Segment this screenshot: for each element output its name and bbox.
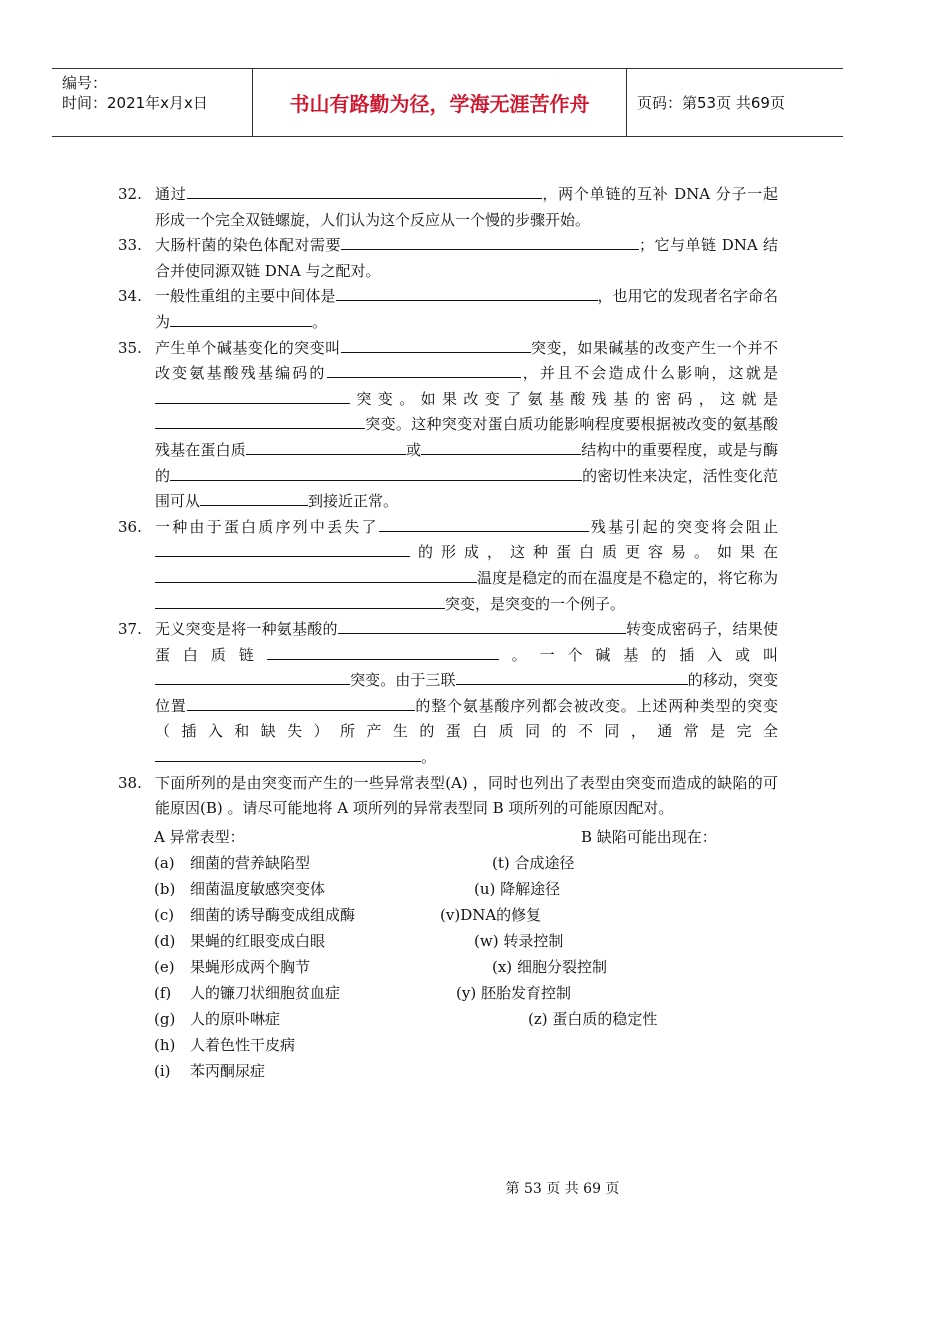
answer-blank[interactable] — [155, 669, 350, 685]
question-number: 37. — [118, 620, 142, 639]
answer-blank[interactable] — [155, 746, 421, 762]
question-38: 38. 下面所列的是由突变而产生的一些异常表型(A) ，同时也列出了表型由突变而造成的缺陷的可能原因(B) 。请尽可能地将 A 项所列的异常表型同 B 项所列的可能原因配对。 — [118, 771, 778, 822]
matching-row: (h) 人着色性干皮病 — [154, 1035, 296, 1054]
matching-row: (d) 果蝇的红眼变成白眼 (w) 转录控制 — [118, 928, 778, 954]
question-34: 34. 一般性重组的主要中间体是 ，也用它的发现者名字命名为 。 — [118, 284, 778, 335]
answer-blank[interactable] — [267, 644, 499, 660]
answer-blank[interactable] — [456, 669, 688, 685]
answer-blank[interactable] — [170, 465, 582, 481]
code-label: 编号： — [62, 74, 108, 92]
answer-blank[interactable] — [155, 567, 477, 583]
question-list — [118, 182, 778, 1084]
b-item: (t) 合成途径 — [492, 853, 575, 872]
answer-blank[interactable] — [155, 388, 350, 404]
matching-row: (c) 细菌的诱导酶变成组成酶 (v)DNA的修复 — [118, 902, 778, 928]
column-a-header: A 异常表型： — [154, 827, 245, 846]
header-page-info: 页码：第53页 共69页 — [637, 94, 785, 112]
question-36: 36. 一种由于蛋白质序列中丢失了 残基引起的突变将会阻止的形成，这种蛋白质更容易。如果在温度是稳定的而在温度是不稳定的，将它称为突变，是突变的一个例子。 — [118, 515, 778, 617]
question-number: 38. — [118, 773, 142, 792]
matching-table — [118, 824, 778, 1084]
answer-blank[interactable] — [341, 234, 639, 250]
page-header — [52, 68, 843, 137]
question-32: 32. 通过 ，两个单链的互补 DNA 分子一起形成一个完全双链螺旋，人们认为这个反应从一个慢的步骤开始。 — [118, 182, 778, 233]
answer-blank[interactable] — [187, 183, 542, 199]
page-number: 第 53 页 共 69 页 — [505, 1181, 620, 1197]
matching-row: (g) 人的原卟啉症 (z) 蛋白质的稳定性 — [118, 1006, 778, 1032]
question-number: 35. — [118, 338, 142, 357]
question-33: 33. 大肠杆菌的染色体配对需要 ；它与单链 DNA 结合并使同源双链 DNA 与之配对。 — [118, 233, 778, 284]
question-number: 32. — [118, 185, 142, 203]
matching-row: (f) 人的镰刀状细胞贫血症 (y) 胚胎发育控制 — [118, 980, 778, 1006]
answer-blank[interactable] — [155, 593, 445, 609]
matching-row: (a) 细菌的营养缺陷型 (t) 合成途径 — [118, 850, 778, 876]
b-item: (z) 蛋白质的稳定性 — [528, 1009, 658, 1028]
matching-row: (i) 苯丙酮尿症 — [154, 1061, 266, 1080]
answer-blank[interactable] — [155, 541, 410, 557]
b-item: (v)DNA的修复 — [440, 905, 542, 924]
answer-blank[interactable] — [327, 362, 521, 378]
column-b-header: B 缺陷可能出现在： — [581, 827, 717, 846]
matching-row: (e) 果蝇形成两个胸节 (x) 细胞分裂控制 — [118, 954, 778, 980]
question-number: 36. — [118, 517, 142, 536]
matching-header-row — [118, 824, 778, 850]
header-meta — [52, 69, 253, 136]
b-item: (w) 转录控制 — [474, 931, 564, 950]
page-footer — [0, 1178, 950, 1198]
question-number: 34. — [118, 287, 142, 306]
b-item: (x) 细胞分裂控制 — [492, 957, 607, 976]
date-label: 时间：2021年x月x日 — [62, 94, 208, 112]
answer-blank[interactable] — [421, 439, 581, 455]
question-37: 37. 无义突变是将一种氨基酸的 转变成密码子，结果使蛋白质链 。一个碱基的插入或叫突变。由于三联 的移动，突变位置 的整个氨基酸序列都会被改变。上述两种类型的突变（插入和缺失）所产生的蛋白质同的不同，通常是完全。 — [118, 617, 778, 771]
answer-blank[interactable] — [379, 516, 589, 532]
answer-blank[interactable] — [336, 285, 598, 301]
question-number: 33. — [118, 236, 142, 255]
answer-blank[interactable] — [200, 490, 308, 506]
header-motto: 书山有路勤为径，学海无涯苦作舟 — [253, 69, 627, 136]
question-35: 35. 产生单个碱基变化的突变叫 突变，如果碱基的改变产生一个并不改变氨基酸残基编码的 ，并且不会造成什么影响，这就是突变。如果改变了氨基酸残基的密码，这就是突变。这种突变对蛋白质功能影响程度要根据被改变的氨基酸残基在蛋白质 或 结构中的重要程度，或是与酶的 的密切性来决定，活性变化范围可从 到接近正常。 — [118, 336, 778, 515]
answer-blank[interactable] — [246, 439, 406, 455]
matching-row: (b) 细菌温度敏感突变体 (u) 降解途径 — [118, 876, 778, 902]
answer-blank[interactable] — [187, 695, 415, 711]
answer-blank[interactable] — [170, 311, 312, 327]
answer-blank[interactable] — [338, 618, 626, 634]
answer-blank[interactable] — [341, 337, 531, 353]
b-item: (u) 降解途径 — [474, 879, 561, 898]
b-item: (y) 胚胎发育控制 — [456, 983, 571, 1002]
answer-blank[interactable] — [155, 413, 365, 429]
